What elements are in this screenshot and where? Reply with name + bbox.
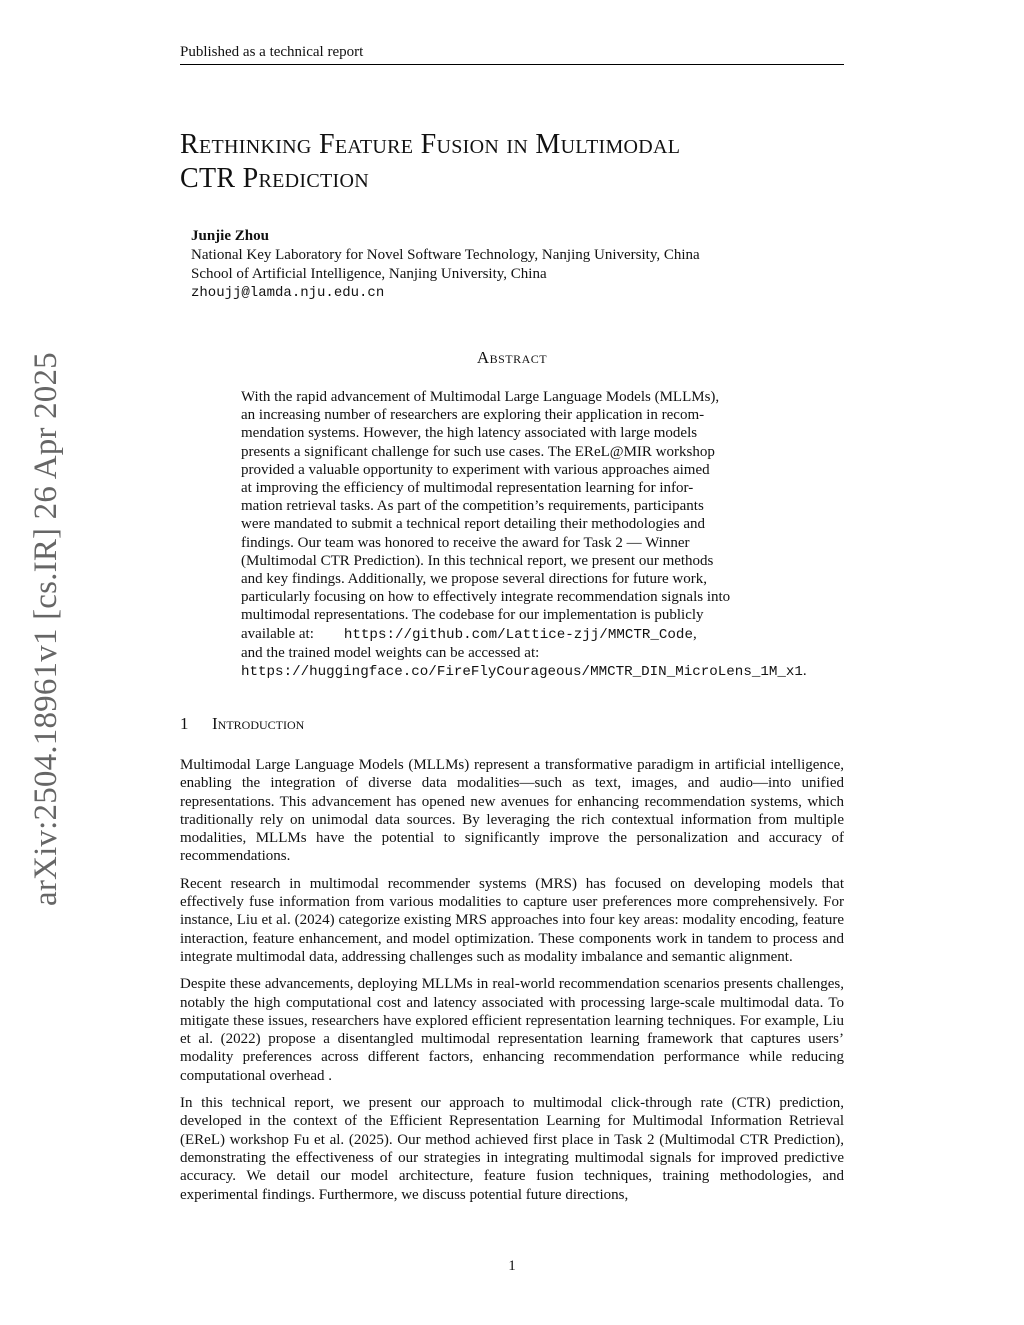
- author-email[interactable]: zhoujj@lamda.nju.edu.cn: [191, 285, 385, 301]
- available-label: available at:: [241, 625, 314, 642]
- abstract-line: provided a valuable opportunity to experiment with various approaches aimed: [241, 461, 710, 478]
- weights-word: and: [241, 644, 263, 661]
- abstract-line: presents a significant challenge for such use cases. The EReL@MIR workshop: [241, 443, 715, 460]
- author-affiliation-2: School of Artificial Intelligence, Nanjing University, China: [191, 266, 547, 282]
- introduction-body: [180, 756, 844, 1213]
- body-paragraph: In this technical report, we present our approach to multimodal click-through rate (CTR) prediction, developed in the context of the Efficient Representation Learning for Multimodal Information Retrieval (EReL) workshop Fu et al. (2025). Our method achieved first place in Task 2 (Multimodal CTR Prediction), demonstrating the effectiveness of our strategies in integrating multimodal signals for improved predictive accuracy. We detail our model architecture, feature fusion techniques, training methodologies, and experimental findings. Furthermore, we discuss potential future directions,: [180, 1095, 844, 1203]
- body-paragraph: Recent research in multimodal recommender systems (MRS) has focused on developing models that effectively fuse information from various modalities to capture user preferences more comprehensively. For instance, Liu et al. (2024) categorize existing MRS approaches into four key areas: modality encoding, feature interaction, feature enhancement, and model optimization. These components work in tandem to process and integrate multimodal data, addressing challenges such as modality imbalance and semantic alignment.: [180, 875, 844, 965]
- weights-url-period: .: [802, 663, 807, 680]
- abstract-body: [241, 388, 807, 681]
- abstract-line: findings. Our team was honored to receive the award for Task 2 — Winner: [241, 534, 690, 551]
- abstract-line: were mandated to submit a technical report detailing their methodologies and: [241, 516, 706, 533]
- abstract-line: (Multimodal CTR Prediction). In this technical report, we present our methods: [241, 552, 714, 569]
- body-paragraph: Despite these advancements, deploying MLLMs in real-world recommendation scenarios presents challenges, notably the high computational cost and latency associated with processing large-scale multimodal data. To mitigate these issues, researchers have explored efficient representation learning techniques. For example, Liu et al. (2022) propose a disentangled multimodal representation learning framework that captures users’ modality preferences across different factors, enhancing recommendation performance while reducing computational overhead .: [180, 976, 844, 1084]
- abstract-line: mendation systems. However, the high latency associated with large models: [241, 425, 698, 442]
- section-title: Introduction: [212, 714, 305, 733]
- weights-word: accessed: [468, 644, 521, 661]
- abstract-line: With the rapid advancement of Multimodal Large Language Models (MLLMs),: [241, 389, 720, 405]
- abstract-line: particularly focusing on how to effectively integrate recommendation signals into: [241, 589, 731, 606]
- page-number: 1: [508, 1258, 516, 1274]
- arxiv-sidebar-stamp: arXiv:2504.18961v1 [cs.IR] 26 Apr 2025: [28, 352, 64, 906]
- section-heading-introduction: [180, 714, 304, 734]
- abstract-line: and key findings. Additionally, we propose several directions for future work,: [241, 571, 707, 588]
- weights-word: at:: [524, 644, 540, 661]
- paper-title: [180, 128, 860, 196]
- weights-word: be: [450, 644, 465, 661]
- running-header: Published as a technical report: [180, 44, 844, 65]
- weights-word: weights: [375, 644, 422, 661]
- body-paragraph: Multimodal Large Language Models (MLLMs) represent a transformative paradigm in artificial intelligence, enabling the integration of diverse data modalities—such as text, images, and audio—into unified representations. This advancement has opened new avenues for enhancing recommendation systems, which traditionally rely on unimodal data sources. By leveraging the rich contextual information from multiple modalities, MLLMs have the potential to significantly improve the personalization and accuracy of recommendations.: [180, 757, 844, 865]
- weights-word: the: [266, 644, 285, 661]
- abstract-line: at improving the efficiency of multimodal representation learning for infor-: [241, 480, 694, 497]
- weights-word: can: [425, 644, 447, 661]
- abstract-line: an increasing number of researchers are exploring their application in recom-: [241, 407, 705, 424]
- abstract-heading: Abstract: [476, 348, 548, 367]
- title-line-1: Rethinking Feature Fusion in Multimodal: [180, 129, 681, 160]
- abstract-code-line: available at: https://github.com/Lattice-zjj/MMCTR_Code,: [241, 625, 697, 643]
- weights-url-link[interactable]: https://huggingface.co/FireFlyCourageous/MMCTR_DIN_MicroLens_1M_x1: [241, 664, 803, 681]
- abstract-weights-url-line: [241, 662, 807, 681]
- code-url-link[interactable]: https://github.com/Lattice-zjj/MMCTR_Code: [343, 626, 693, 643]
- weights-word: trained: [288, 644, 331, 661]
- title-line-2: CTR Prediction: [180, 163, 369, 194]
- weights-word: model: [333, 644, 372, 661]
- abstract-line: multimodal representations. The codebase for our implementation is publicly: [241, 607, 704, 624]
- author-name: Junjie Zhou: [191, 228, 269, 244]
- author-block: [191, 227, 851, 303]
- abstract-weights-line: [241, 644, 784, 662]
- section-number: 1: [180, 714, 189, 733]
- abstract-line: mation retrieval tasks. As part of the competition’s requirements, participants: [241, 498, 704, 515]
- author-affiliation-1: National Key Laboratory for Novel Software Technology, Nanjing University, China: [191, 247, 700, 263]
